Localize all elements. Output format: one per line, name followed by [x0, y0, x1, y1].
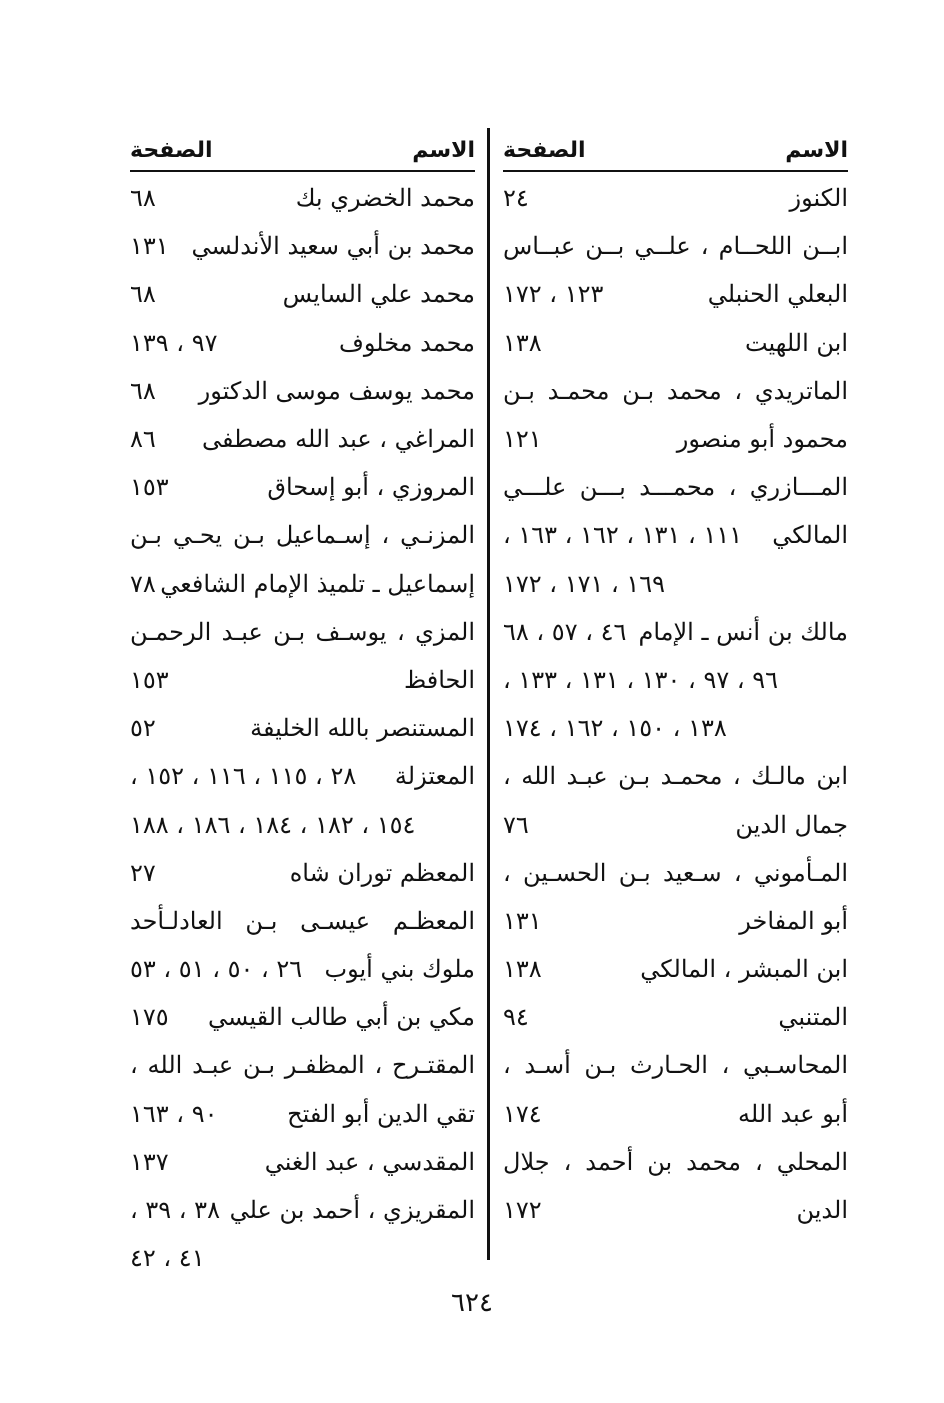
entry-name: محمد بن أبي سعيد الأندلسي	[191, 232, 475, 261]
index-entry	[130, 1090, 475, 1138]
index-entry	[503, 367, 848, 415]
index-entry	[503, 945, 848, 993]
page-number: ٦٢٤	[451, 1288, 493, 1318]
index-entry	[503, 1138, 848, 1186]
index-entry	[130, 1186, 475, 1234]
index-entry	[503, 656, 848, 704]
entry-pages: ١١١ ، ١٣١ ، ١٦٢ ، ١٦٣ ،	[503, 521, 743, 550]
index-entries	[503, 174, 848, 1234]
column-divider	[487, 128, 490, 1260]
entry-name: المقتـرح ، المظفـر بـن عبـد الله ،	[130, 1051, 475, 1080]
entry-name: المزي ، يوسـف بـن عبـد الرحمـن	[130, 617, 475, 646]
entry-name: جمال الدين	[735, 810, 848, 839]
page-column-label: الصفحة	[130, 138, 213, 163]
entry-name: المستنصر بالله الخليفة	[250, 714, 475, 743]
entry-pages: ١٥٣	[130, 473, 169, 502]
entry-name: ابن مالـك ، محمـد بـن عبـد الله ،	[503, 762, 848, 791]
index-entry	[503, 463, 848, 511]
index-entry	[130, 415, 475, 463]
index-entry	[503, 849, 848, 897]
entry-name: المعظـم عيسـى بـن العادلـأحد	[130, 906, 475, 935]
entry-name: المـأموني ، سـعيد بـن الحسـين ،	[503, 858, 848, 887]
index-entry	[130, 319, 475, 367]
entry-name: الماتريدي ، محمد بـن محمـد بـن	[503, 376, 848, 405]
entry-pages: ٢٧	[130, 858, 156, 887]
index-entry	[503, 1186, 848, 1234]
entry-name: ابــن اللحــام ، علــي بــن عبــاس	[503, 232, 848, 261]
index-entry	[130, 849, 475, 897]
entry-name: المقدسي ، عبد الغني	[264, 1147, 475, 1176]
entry-name: المحاسـبي ، الحـارث بـن أسـد ،	[503, 1051, 848, 1080]
entry-pages: ١٧٢	[503, 1196, 542, 1225]
entry-name: الكنوز	[789, 184, 848, 213]
index-column-right	[503, 130, 848, 1234]
index-entry	[503, 1041, 848, 1089]
index-entry	[503, 993, 848, 1041]
entry-name: مكي بن أبي طالب القيسي	[208, 1003, 475, 1032]
name-column-label: الاسم	[785, 138, 848, 163]
index-entry	[503, 897, 848, 945]
entry-pages: ٩٦ ، ٩٧ ، ١٣٠ ، ١٣١ ، ١٣٣ ،	[503, 665, 779, 694]
entry-pages: ١٣٨	[503, 328, 542, 357]
index-entry	[503, 511, 848, 559]
index-entry	[503, 1090, 848, 1138]
entry-name: المقريزي ، أحمد بن علي	[229, 1196, 475, 1225]
entry-pages: ٣٨ ، ٣٩ ،	[130, 1196, 220, 1225]
entry-name: المعتزلة	[394, 762, 475, 791]
entry-name: المالكي	[772, 521, 848, 550]
entry-name: أبو عبد الله	[738, 1099, 848, 1128]
index-entry	[130, 1041, 475, 1089]
name-column-label: الاسم	[412, 138, 475, 163]
entry-pages: ٩٧ ، ١٣٩	[130, 328, 218, 357]
index-entry	[503, 174, 848, 222]
entry-name: تقي الدين أبو الفتح	[287, 1099, 475, 1128]
entry-pages: ٨٦	[130, 425, 156, 454]
index-entry	[130, 511, 475, 559]
entry-pages: ١٣١	[130, 232, 169, 261]
entry-pages: ٤٦ ، ٥٧ ، ٦٨	[503, 617, 627, 646]
index-entry	[130, 222, 475, 270]
entry-pages: ٧٨	[130, 569, 156, 598]
entry-pages: ١٧٥	[130, 1003, 169, 1032]
entry-name: المراغي ، عبد الله مصطفى	[201, 425, 475, 454]
entry-name: أبو المفاخر	[739, 906, 848, 935]
entry-pages: ٢٨ ، ١١٥ ، ١١٦ ، ١٥٢ ،	[130, 762, 357, 791]
column-header	[503, 130, 848, 172]
index-column-left	[130, 130, 475, 1282]
index-entry	[130, 993, 475, 1041]
entry-name: المتنبي	[778, 1003, 848, 1032]
entry-name: الحافظ	[403, 665, 475, 694]
entry-pages: ١٥٣	[130, 665, 169, 694]
entry-name: المحلي ، محمد بن أحمد ، جلال	[503, 1147, 848, 1176]
entry-pages: ٤١ ، ٤٢	[130, 1244, 205, 1273]
entry-name: محمود أبو منصور	[676, 425, 848, 454]
index-entries	[130, 174, 475, 1282]
index-entry	[503, 222, 848, 270]
entry-name: إسماعيل ـ تلميذ الإمام الشافعي	[160, 569, 475, 598]
entry-name: المعظم توران شاه	[289, 858, 475, 887]
entry-name: المـــازري ، محمـــد بـــن علـــي	[503, 473, 848, 502]
index-entry	[130, 1234, 475, 1282]
column-header	[130, 130, 475, 172]
index-entry	[503, 560, 848, 608]
entry-name: محمد يوسف موسى الدكتور	[198, 376, 475, 405]
index-entry	[130, 463, 475, 511]
entry-pages: ١٣٧	[130, 1147, 169, 1176]
entry-pages: ٧٦	[503, 810, 529, 839]
index-entry	[130, 800, 475, 848]
entry-pages: ١٥٤ ، ١٨٢ ، ١٨٤ ، ١٨٦ ، ١٨٨	[130, 810, 416, 839]
index-entry	[130, 752, 475, 800]
entry-pages: ١٣٨	[503, 955, 542, 984]
entry-name: ملوك بني أيوب	[324, 955, 475, 984]
entry-pages: ٩٤	[503, 1003, 529, 1032]
entry-name: ابن المبشر ، المالكي	[640, 955, 848, 984]
entry-name: الدين	[796, 1196, 848, 1225]
entry-name: المروزي ، أبو إسحاق	[267, 473, 475, 502]
index-entry	[130, 704, 475, 752]
entry-pages: ١٣٨ ، ١٥٠ ، ١٦٢ ، ١٧٤	[503, 714, 727, 743]
entry-name: محمد الخضري بك	[295, 184, 475, 213]
index-entry	[130, 897, 475, 945]
entry-pages: ١٢٣ ، ١٧٢	[503, 280, 604, 309]
entry-pages: ٩٠ ، ١٦٣	[130, 1099, 218, 1128]
entry-pages: ٢٦ ، ٥٠ ، ٥١ ، ٥٣	[130, 955, 303, 984]
entry-pages: ١٢١	[503, 425, 542, 454]
entry-pages: ٢٤	[503, 184, 529, 213]
index-entry	[130, 1138, 475, 1186]
entry-name: مالك بن أنس ـ الإمام	[638, 617, 848, 646]
page-column-label: الصفحة	[503, 138, 586, 163]
index-entry	[130, 270, 475, 318]
entry-pages: ١٦٩ ، ١٧١ ، ١٧٢	[503, 569, 666, 598]
entry-pages: ٦٨	[130, 280, 156, 309]
entry-pages: ٦٨	[130, 184, 156, 213]
index-entry	[130, 656, 475, 704]
entry-pages: ١٧٤	[503, 1099, 542, 1128]
index-entry	[503, 800, 848, 848]
index-entry	[130, 608, 475, 656]
index-entry	[130, 945, 475, 993]
entry-pages: ٥٢	[130, 714, 156, 743]
index-entry	[503, 270, 848, 318]
index-entry	[130, 367, 475, 415]
entry-name: ابن اللهيت	[744, 328, 848, 357]
entry-pages: ١٣١	[503, 906, 542, 935]
index-entry	[503, 608, 848, 656]
index-entry	[503, 319, 848, 367]
entry-name: البعلي الحنبلي	[707, 280, 848, 309]
entry-pages: ٦٨	[130, 376, 156, 405]
index-entry	[130, 560, 475, 608]
index-entry	[503, 704, 848, 752]
index-entry	[130, 174, 475, 222]
entry-name: المزنـي ، إسـماعيل بـن يحـي بـن	[130, 521, 475, 550]
index-entry	[503, 752, 848, 800]
entry-name: محمد مخلوف	[338, 328, 475, 357]
entry-name: محمد علي السايس	[282, 280, 475, 309]
index-entry	[503, 415, 848, 463]
